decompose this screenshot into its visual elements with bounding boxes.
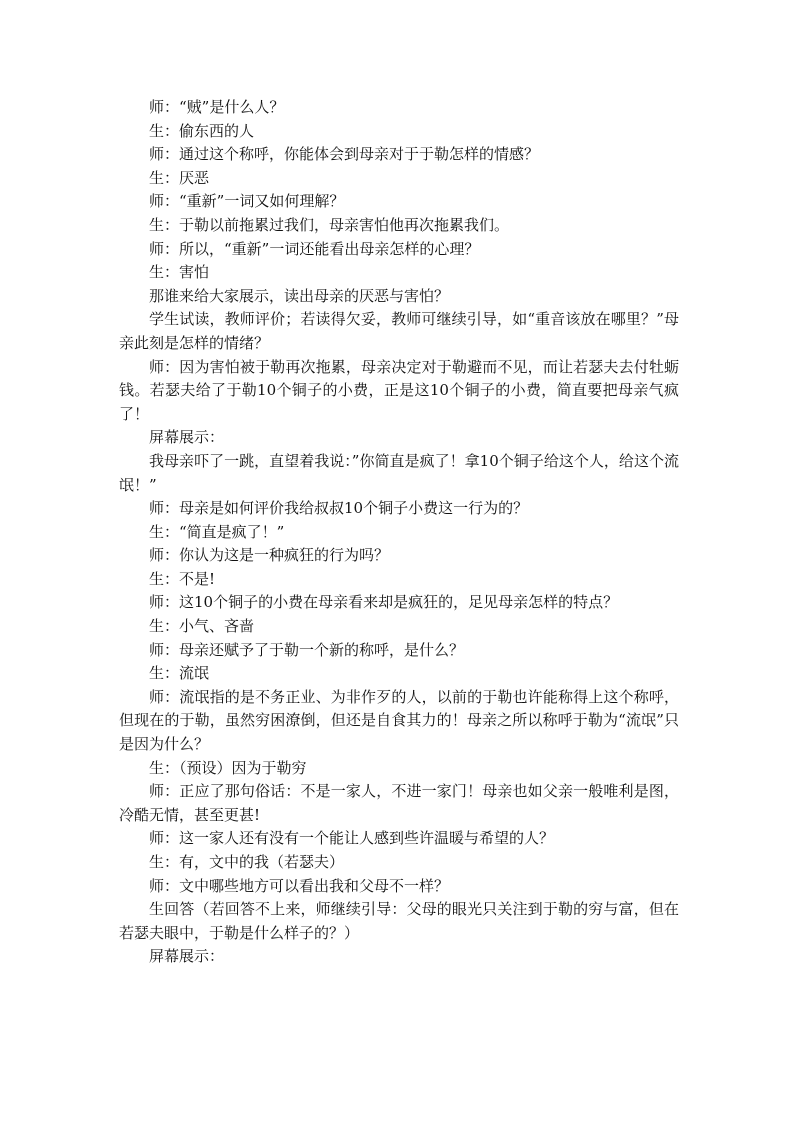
paragraph: 师：通过这个称呼，你能体会到母亲对于于勒怎样的情感？ — [149, 145, 540, 164]
paragraph: 生：流氓 — [149, 664, 210, 683]
document-page — [119, 96, 679, 969]
paragraph: 生：不是! — [149, 569, 216, 588]
paragraph: 生：厌恶 — [149, 168, 210, 187]
paragraph: 生：于勒以前拖累过我们，母亲害怕他再次拖累我们。 — [149, 215, 510, 234]
paragraph: 生：害怕 — [149, 263, 210, 282]
paragraph: 生：小气、吝啬 — [149, 617, 255, 636]
paragraph: 学生试读，教师评价；若读得欠妥，教师可继续引导，如“重音该放在哪里？”母亲此刻是怎样的情绪？ — [119, 310, 679, 352]
paragraph: 生：（预设）因为于勒穷 — [149, 758, 307, 777]
paragraph: 生：“简直是疯了！” — [149, 522, 285, 541]
paragraph: 我母亲吓了一跳，直望着我说：”你简直是疯了！拿10个铜子给这个人，给这个流氓！” — [119, 451, 679, 494]
paragraph: 师：这一家人还有没有一个能让人感到些许温暖与希望的人？ — [149, 829, 555, 848]
paragraph: 生：偷东西的人 — [149, 121, 255, 140]
paragraph: 师：母亲还赋予了于勒一个新的称呼，是什么？ — [149, 640, 465, 659]
paragraph: 生回答（若回答不上来，师继续引导：父母的眼光只关注到于勒的穷与富，但在若瑟夫眼中，于勒是什么样子的？） — [119, 900, 679, 942]
paragraph: 师：流氓指的是不务正业、为非作歹的人，以前的于勒也许能称得上这个称呼，但现在的于勒，虽然穷困潦倒，但还是自食其力的！母亲之所以称呼于勒为“流氓”只是因为什么？ — [119, 687, 679, 754]
paragraph: 生：有，文中的我（若瑟夫） — [149, 853, 345, 871]
paragraph: 师：因为害怕被于勒再次拖累，母亲决定对于勒避而不见，而让若瑟夫去付牡蛎钱。若瑟夫给了于勒10个铜子的小费，正是这10个铜子的小费，简直要把母亲气疯了！ — [119, 357, 679, 423]
paragraph: 师：正应了那句俗话：不是一家人，不进一家门！母亲也如父亲一般唯利是图，冷酷无情，甚至更甚! — [119, 782, 679, 824]
paragraph: 师：文中哪些地方可以看出我和父母不一样？ — [149, 876, 450, 895]
paragraph: 师：你认为这是一种疯狂的行为吗？ — [149, 546, 390, 565]
paragraph: 师：母亲是如何评价我给叔叔10个铜子小费这一行为的？ — [149, 499, 529, 518]
paragraph: 屏幕展示： — [149, 428, 225, 447]
paragraph: 那谁来给大家展示，读出母亲的厌恶与害怕？ — [149, 286, 450, 305]
paragraph: 师：“贼”是什么人？ — [149, 98, 285, 116]
paragraph: 师：“重新”一词又如何理解？ — [149, 192, 345, 211]
paragraph: 师：这10个铜子的小费在母亲看来却是疯狂的，足见母亲怎样的特点？ — [149, 593, 619, 612]
paragraph: 师：所以，“重新”一词还能看出母亲怎样的心理？ — [149, 239, 480, 258]
paragraph: 屏幕展示： — [149, 947, 225, 966]
